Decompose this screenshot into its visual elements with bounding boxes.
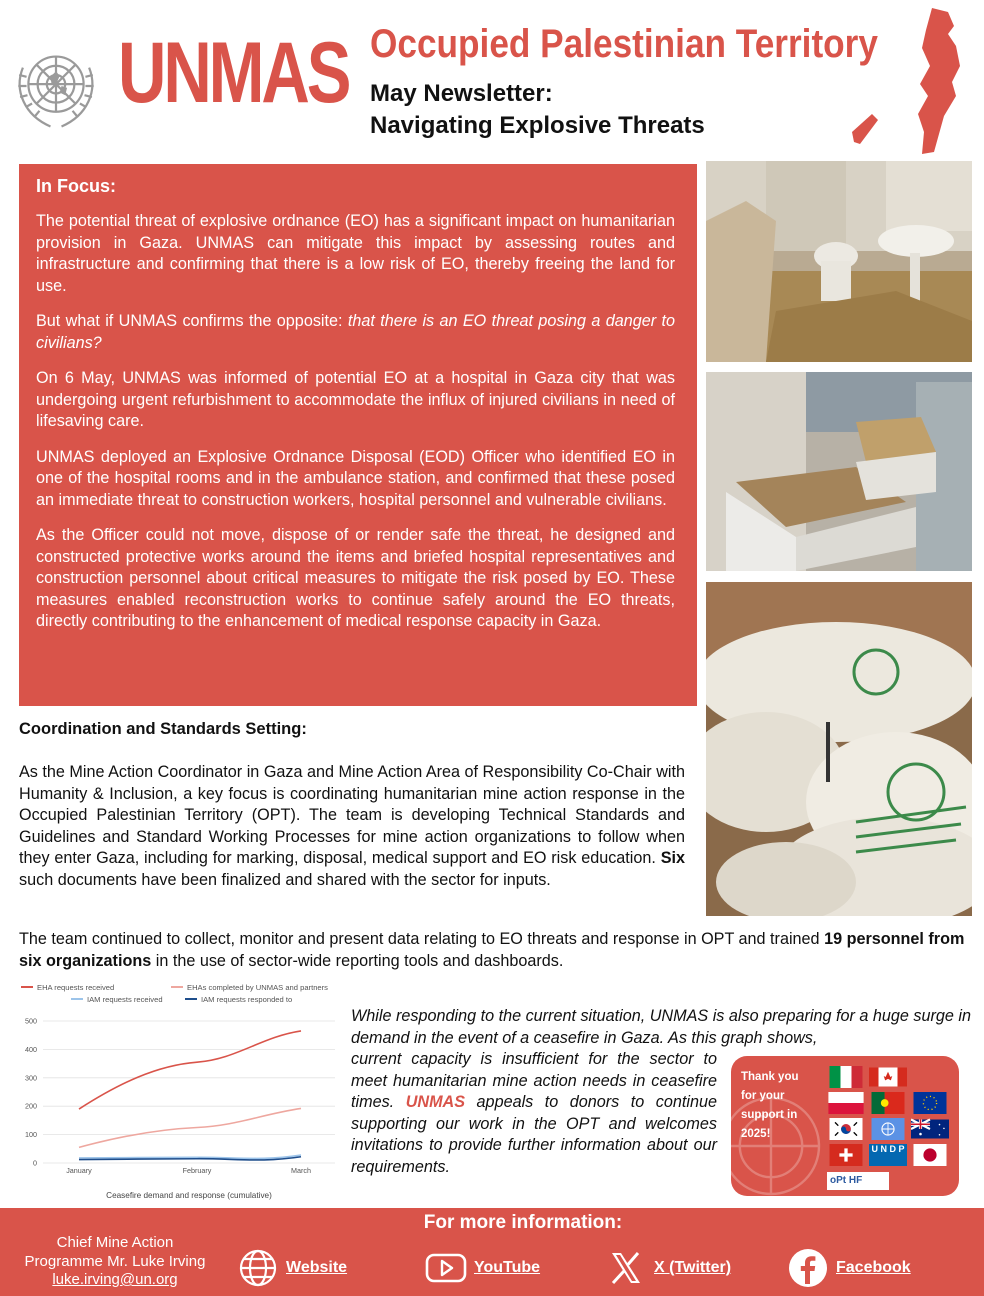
- undp-logo: U N D P: [869, 1144, 907, 1166]
- coordination-p1-lead: As the Mine Action Coordinator in Gaza and Mine Action Area of Responsibility Co-Chair with Humanity & Inclusion, a key focus is coordinating humanitarian mine action response in the Occupied Palestinian Territory (OPT). The team is developing Technical Standards and Guidelines and Standard Working Processes for mine action organizations to follow when they enter Gaza, including for marking, disposal, medical support and EO risk education.: [19, 763, 685, 868]
- footer-title: For more information:: [423, 1212, 623, 1233]
- team-p2-lead: The team continued to collect, monitor and present data relating to EO threats and response in OPT and trained: [19, 930, 825, 948]
- y-tick-label: 0: [33, 1158, 37, 1168]
- focus-paragraph-3: On 6 May, UNMAS was informed of potential EO at a hospital in Gaza city that was undergoing urgent refurbishment to accommodate the influx of injured civilians in need of lifesaving care.: [36, 369, 675, 430]
- focus-paragraph-1: The potential threat of explosive ordnance (EO) has a significant impact on humanitarian provision in Gaza. UNMAS can mitigate this impact by assessing routes and infrastructure and confirming that there is a low risk of EO, thereby freeing the land for use.: [36, 212, 675, 295]
- series-line: [79, 1108, 301, 1147]
- subtitle-line-2: Navigating Explosive Threats: [370, 112, 705, 139]
- eu-flag-icon: [911, 1092, 949, 1114]
- australia-flag-icon: [911, 1118, 949, 1140]
- focus-p2-lead: But what if UNMAS confirms the opposite:: [36, 312, 348, 330]
- website-link-label[interactable]: Website: [286, 1259, 348, 1276]
- contact-line-2: Programme Mr. Luke Irving: [24, 1252, 206, 1270]
- legend-label: IAM requests received: [87, 995, 163, 1004]
- youtube-icon: [424, 1248, 468, 1288]
- facebook-link[interactable]: [786, 1248, 911, 1288]
- y-tick-label: 400: [25, 1044, 37, 1054]
- focus-paragraph-4: UNMAS deployed an Explosive Ordnance Disposal (EOD) Officer who identified EO in one of the hospital rooms and in the ambulance station, and confirmed that these posed an immediate threat to construction workers, hospital personnel and vulnerable civilians.: [36, 447, 675, 509]
- appeal-body: [351, 1049, 717, 1179]
- x-icon: [604, 1248, 648, 1288]
- x-tick-label: January: [66, 1166, 92, 1175]
- photo-sandbags: [706, 582, 972, 916]
- appeal-intro: While responding to the current situation, UNMAS is also preparing for a huge surge in demand in the event of a ceasefire in Gaza. As this graph shows,: [351, 1007, 971, 1047]
- coordination-p1-bold: Six: [660, 849, 685, 868]
- focus-paragraph-5: As the Officer could not move, dispose of or render safe the threat, he designed and constructed protective works around the items and briefed hospital representatives and construction personnel about critical measures to mitigate the risk posed by EO. These measures enabled reconstruction works to continue safely around the EO threats, directly contributing to the enhancement of medical response capacity in Gaza.: [36, 526, 675, 630]
- newsletter-subtitle: [370, 78, 705, 142]
- legend-label: EHAs completed by UNMAS and partners: [187, 983, 328, 992]
- coordination-heading: Coordination and Standards Setting:: [19, 720, 307, 738]
- youtube-link-label[interactable]: YouTube: [474, 1259, 541, 1276]
- opt-hf-logo: oPt HF: [827, 1172, 889, 1190]
- japan-flag-icon: [911, 1144, 949, 1166]
- team-paragraph: [19, 929, 971, 972]
- focus-p2-italic: that there is an EO threat posing a danger to civilians?: [36, 312, 675, 352]
- contact-email-link[interactable]: luke.irving@un.org: [52, 1271, 178, 1288]
- y-tick-label: 200: [25, 1101, 37, 1111]
- appeal-lead: current capacity is insufficient for the sector to meet humanitarian mine action needs in ceasefire times.: [351, 1050, 717, 1112]
- photo-sandbag-works: [706, 372, 972, 571]
- legend-label: EHA requests received: [37, 983, 115, 992]
- south-korea-flag-icon: [827, 1118, 865, 1140]
- facebook-link-label[interactable]: Facebook: [836, 1259, 911, 1276]
- page-title: Occupied Palestinian Territory: [370, 22, 878, 66]
- x-tick-label: March: [291, 1166, 311, 1175]
- y-tick-label: 100: [25, 1130, 37, 1140]
- in-focus-heading: In Focus:: [36, 176, 116, 196]
- team-p2-tail: in the use of sector-wide reporting tools and dashboards.: [151, 951, 564, 970]
- twitter-link[interactable]: [604, 1248, 731, 1288]
- coordination-p1-tail: such documents have been finalized and shared with the sector for inputs.: [19, 870, 551, 889]
- poland-flag-icon: [827, 1092, 865, 1114]
- youtube-link[interactable]: [424, 1248, 540, 1288]
- contact-line-1: Chief Mine Action: [56, 1234, 174, 1251]
- contact-info: [8, 1234, 222, 1290]
- donor-thanks-box: [731, 1056, 959, 1196]
- facebook-icon: [786, 1248, 830, 1288]
- appeal-highlight: UNMAS: [405, 1093, 466, 1112]
- unmas-logo-text: UNMAS: [118, 25, 349, 121]
- opt-map-icon: [848, 4, 980, 164]
- footer: [0, 1208, 984, 1296]
- series-line: [79, 1031, 301, 1109]
- portugal-flag-icon: [869, 1092, 907, 1114]
- switzerland-flag-icon: [827, 1144, 865, 1166]
- x-tick-label: February: [182, 1166, 212, 1175]
- in-focus-box: [19, 164, 697, 706]
- canada-flag-icon: [869, 1066, 907, 1088]
- un-flag-icon: [869, 1118, 907, 1140]
- photo-hospital-bathroom: [706, 161, 972, 362]
- coordination-paragraph: [19, 762, 685, 892]
- team-p2-bold: 19 personnel from six organizations: [19, 930, 965, 970]
- y-tick-label: 500: [25, 1016, 37, 1026]
- x-axis-label: Ceasefire demand and response (cumulative): [106, 1191, 272, 1200]
- subtitle-line-1: May Newsletter:: [370, 80, 553, 107]
- legend-label: IAM requests responded to: [201, 995, 293, 1004]
- y-tick-label: 300: [25, 1073, 37, 1083]
- series-line: [79, 1155, 301, 1158]
- appeal-tail: appeals to donors to continue supporting our work in the OPT and welcomes invitations to provide further information about our requirements.: [351, 1093, 717, 1176]
- italy-flag-icon: [827, 1066, 865, 1088]
- thanks-text: Thank you for your support in 2025!: [741, 1071, 799, 1140]
- un-emblem-icon: [10, 40, 102, 132]
- ceasefire-demand-chart: [19, 978, 339, 1204]
- website-link[interactable]: [236, 1248, 347, 1288]
- globe-icon: [236, 1248, 280, 1288]
- focus-paragraph-2: [36, 311, 675, 354]
- twitter-link-label[interactable]: X (Twitter): [654, 1259, 732, 1276]
